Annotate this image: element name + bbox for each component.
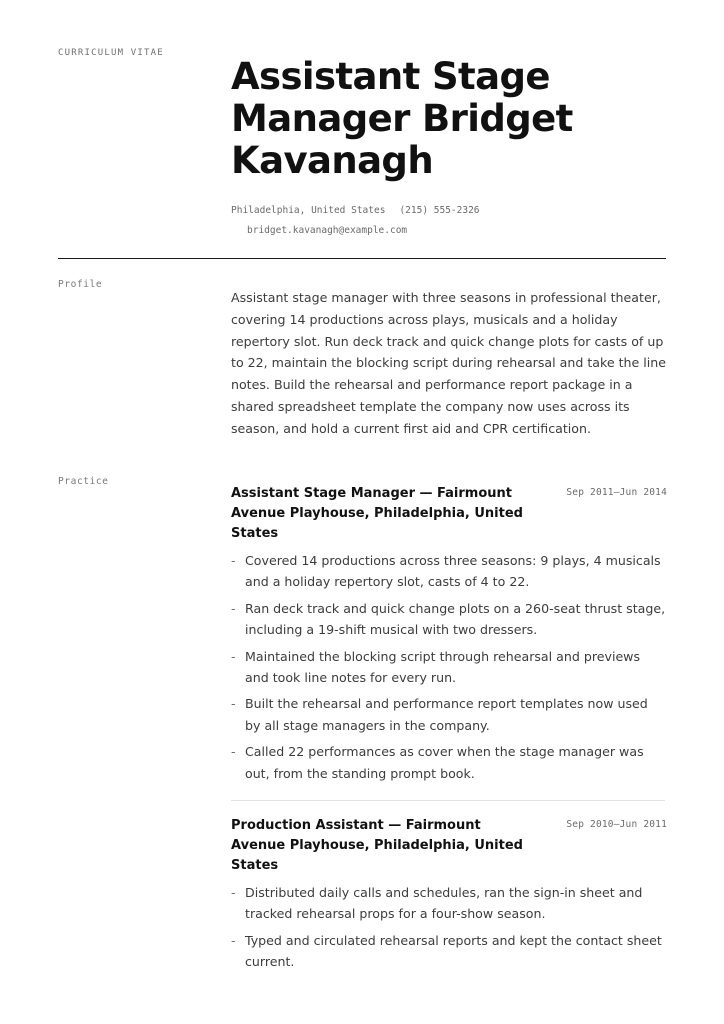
profile-summary: Assistant stage manager with three seasons in professional theater, covering 14 productions across plays, musicals and a holiday repertory slot. Run deck track and quick change plots for casts of up to 22, maintain the blocking script during rehearsal and take the line notes. Build the rehearsal and performance report package in a shared spreadsheet template the company now uses across its season, and hold a current first aid and CPR certification. — [231, 290, 666, 436]
job-bullet: - Built the rehearsal and performance report templates now used by all stage managers in the company. — [231, 693, 667, 736]
job-bullet-list — [231, 550, 667, 784]
bullet-marker: - — [231, 885, 236, 900]
job-bullet: - Maintained the blocking script through rehearsal and previews and took line notes for every run. — [231, 646, 667, 689]
job-title: Assistant Stage Manager — Fairmount Avenue Playhouse, Philadelphia, United States — [231, 486, 523, 541]
header-divider — [58, 258, 666, 259]
bullet-marker: - — [231, 932, 236, 948]
document-kicker: CURRICULUM VITAE — [58, 48, 164, 58]
job-entry — [231, 484, 667, 789]
job-header — [231, 816, 667, 876]
candidate-name: Assistant Stage Manager Bridget Kavanagh — [231, 55, 573, 182]
job-bullet-list — [231, 882, 667, 973]
job-header — [231, 484, 667, 544]
job-title: Production Assistant — Fairmount Avenue Playhouse, Philadelphia, United States — [231, 818, 523, 873]
bullet-marker: - — [231, 744, 236, 760]
profile-section-label: Profile — [58, 279, 103, 290]
bullet-marker: - — [231, 600, 236, 616]
job-entry — [231, 816, 667, 978]
bullet-marker: - — [231, 696, 236, 712]
job-divider — [231, 800, 665, 801]
practice-section-label: Practice — [58, 476, 109, 487]
job-dates: Sep 2011–Jun 2014 — [566, 487, 667, 498]
contact-location: Philadelphia, United States — [231, 205, 386, 216]
job-bullet: - Distributed daily calls and schedules, ran the sign-in sheet and tracked rehearsal props for a four-show season. — [231, 882, 667, 925]
contact-phone: (215) 555-2326 — [399, 205, 480, 216]
job-bullet: - Covered 14 productions across three seasons: 9 plays, 4 musicals and a holiday repertory slot, casts of 4 to 22. — [231, 550, 667, 593]
job-bullet: - Ran deck track and quick change plots on a 260-seat thrust stage, including a 19-shift musical with two dressers. — [231, 598, 667, 641]
contact-email: bridget.kavanagh@example.com — [247, 225, 408, 236]
job-bullet: - Called 22 performances as cover when the stage manager was out, from the standing prompt book. — [231, 741, 667, 784]
job-bullet: - Typed and circulated rehearsal reports and kept the contact sheet current. — [231, 930, 667, 973]
bullet-marker: - — [231, 648, 236, 664]
job-dates: Sep 2010–Jun 2011 — [566, 819, 667, 830]
contact-block — [231, 201, 651, 241]
bullet-marker: - — [231, 553, 236, 568]
